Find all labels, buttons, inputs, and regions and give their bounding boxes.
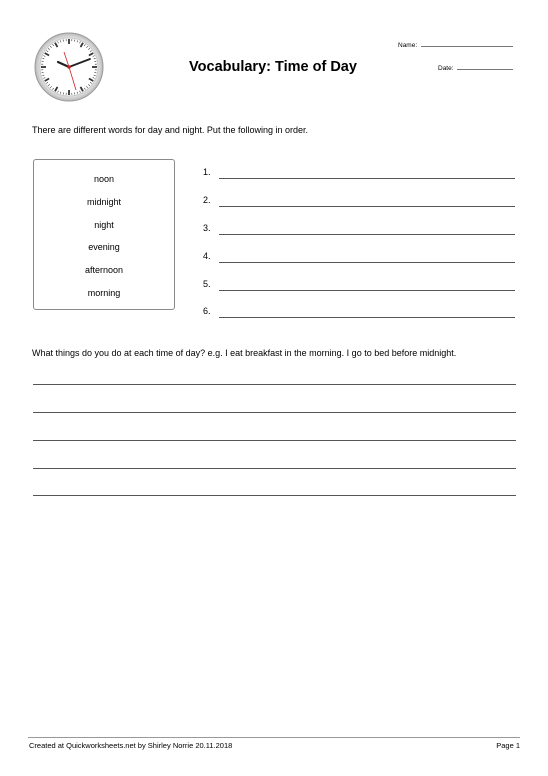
answer-line[interactable] — [219, 262, 515, 263]
answer-number: 5. — [203, 279, 211, 289]
word-bank-item: noon — [93, 174, 115, 184]
exercise1-instruction: There are different words for day and night. Put the following in order. — [32, 125, 308, 135]
writing-line[interactable] — [33, 412, 516, 413]
name-field[interactable] — [398, 41, 513, 49]
exercise2-instruction: What things do you do at each time of day? e.g. I eat breakfast in the morning. I go to bed before midnight. — [32, 348, 457, 358]
answer-number: 2. — [203, 195, 211, 205]
name-blank[interactable] — [421, 41, 513, 47]
answer-line[interactable] — [219, 178, 515, 179]
date-blank[interactable] — [457, 64, 513, 70]
date-label: Date: — [438, 65, 454, 72]
page-number: Page 1 — [496, 741, 520, 750]
answer-line[interactable] — [219, 206, 515, 207]
word-bank-item: morning — [87, 288, 121, 298]
answer-number: 4. — [203, 251, 211, 261]
answer-number: 3. — [203, 223, 211, 233]
word-bank-item: night — [94, 220, 114, 230]
clock-icon — [34, 32, 104, 102]
name-label: Name: — [398, 42, 418, 49]
footer-divider — [28, 737, 520, 738]
writing-line[interactable] — [33, 384, 516, 385]
writing-line[interactable] — [33, 468, 516, 469]
answer-number: 1. — [203, 167, 211, 177]
word-bank-item: evening — [88, 242, 120, 252]
word-bank — [33, 159, 175, 310]
footer-credit: Created at Quickworksheets.net by Shirley Norrie 20.11.2018 — [29, 741, 233, 750]
writing-line[interactable] — [33, 440, 516, 441]
page-title: Vocabulary: Time of Day — [189, 59, 357, 75]
date-field[interactable] — [438, 64, 513, 72]
word-bank-item: afternoon — [84, 265, 124, 275]
writing-line[interactable] — [33, 495, 516, 496]
answer-number: 6. — [203, 306, 211, 316]
answer-line[interactable] — [219, 317, 515, 318]
answer-line[interactable] — [219, 234, 515, 235]
answer-line[interactable] — [219, 290, 515, 291]
word-bank-item: midnight — [86, 197, 122, 207]
